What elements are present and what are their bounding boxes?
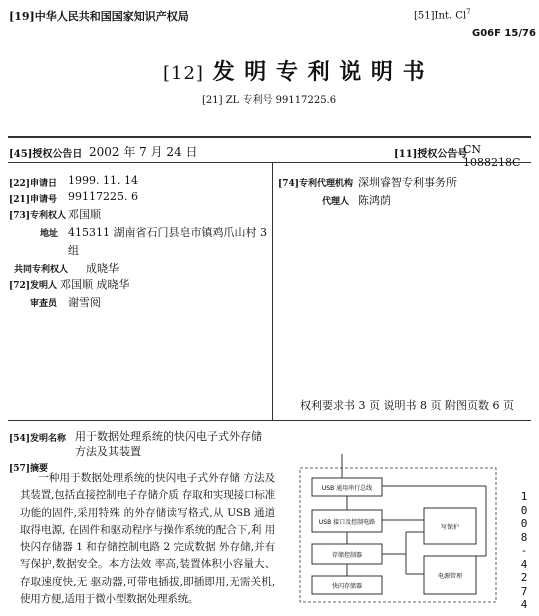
- inventor-value: 邓国顺 成晓华: [60, 278, 130, 291]
- invention-name-line2: 方法及其装置: [75, 445, 141, 458]
- flash-box-label: 快闪存储器: [331, 583, 363, 590]
- power-box-label: 电源管理: [437, 573, 463, 580]
- co-patentee-label: 共同专利权人: [14, 265, 69, 275]
- side-digit: -: [520, 544, 528, 557]
- side-number: [517, 490, 531, 612]
- usb-box-label: USB 通用串行总线: [321, 485, 373, 492]
- office-name: [19]中华人民共和国国家知识产权局: [9, 10, 189, 23]
- block-diagram: [286, 452, 506, 608]
- inventor-label: [72]发明人: [9, 281, 58, 291]
- abstract-body: 一种用于数据处理系统的快闪电子式外存储 方法及其装置,包括直接控制电子存储介质 存取和实现接口标准功能的固件,采用特殊 的外存储读写格式,从 USB 通道取得电源, 在固件和驱动程序与操作系统的配合下,利 用快闪存储器 1 和存储控制电路 2 完成数据 外存储,并有写保护,数据安全。本方法效 率高,装置体积小容量大、存取速度快,无 驱动器,可带电插拔,即插即用,无需关机, 使用方便,适用于微小型数据处理系统。: [20, 472, 275, 606]
- agent-value: 陈鸿荫: [358, 194, 391, 207]
- doc-type-text: 发 明 专 利 说 明 书: [212, 59, 426, 85]
- side-digit: 4: [520, 557, 528, 571]
- side-digit: 8: [520, 530, 528, 544]
- examiner-label: 审查员: [30, 299, 58, 309]
- controller-box-label: 存储控制器: [331, 552, 363, 559]
- int-cl-label-text: [51]Int. Cl: [414, 10, 467, 22]
- agency-label: [74]专利代理机构: [278, 179, 354, 189]
- side-digit: 0: [520, 517, 528, 530]
- side-digit: 1: [520, 490, 528, 503]
- int-cl-superscript: 7: [466, 8, 471, 16]
- page-counts: 权利要求书 3 页 说明书 8 页 附图页数 6 页: [300, 399, 514, 412]
- rule-pub: [8, 162, 531, 163]
- filing-date-label: [22]申请日: [9, 179, 58, 189]
- int-cl-label: [414, 8, 471, 21]
- rule-top: [8, 136, 531, 138]
- abstract-text: [20, 470, 275, 608]
- examiner-value: 谢雪阅: [68, 296, 101, 309]
- address-value: 415311 湖南省石门县皂市镇鸡爪山村 3: [68, 226, 267, 239]
- patent-number: [21] ZL 专利号 99117225.6: [202, 95, 337, 106]
- int-cl-code: G06F 15/76: [472, 28, 536, 39]
- agent-label: 代理人: [322, 197, 350, 207]
- side-digit: 7: [520, 584, 528, 598]
- rule-biblio: [8, 420, 531, 421]
- side-digit: 0: [520, 503, 528, 517]
- abstract-label: [57]摘要: [9, 464, 49, 474]
- agency-value: 深圳睿智专利事务所: [358, 176, 457, 189]
- side-digit: 2: [520, 571, 528, 584]
- doc-title: [163, 55, 426, 86]
- side-digit: 4: [520, 598, 528, 611]
- patentee-value: 邓国顺: [68, 208, 101, 221]
- invention-name-line1: 用于数据处理系统的快闪电子式外存储: [75, 430, 262, 443]
- doc-type-code: [12]: [163, 63, 204, 84]
- interface-box-label: USB 接口及控制电路: [318, 519, 376, 526]
- application-no-value: 99117225. 6: [68, 190, 138, 203]
- pub-no-label: [11]授权公告号: [394, 149, 468, 160]
- invention-name-label: [54]发明名称: [9, 434, 67, 444]
- address-value-cont: 组: [68, 244, 79, 257]
- address-label: 地址: [40, 229, 59, 239]
- pub-date-value: 2002 年 7 月 24 日: [89, 145, 198, 159]
- column-divider: [272, 162, 273, 420]
- write-protect-label: 写保护: [440, 524, 460, 531]
- pub-no-value: CN 1088218C: [463, 143, 521, 169]
- co-patentee-value: 成晓华: [86, 262, 119, 275]
- filing-date-value: 1999. 11. 14: [68, 174, 138, 187]
- patentee-label: [73]专利权人: [9, 211, 67, 221]
- pub-date-label: [45]授权公告日: [9, 149, 83, 160]
- application-no-label: [21]申请号: [9, 195, 58, 205]
